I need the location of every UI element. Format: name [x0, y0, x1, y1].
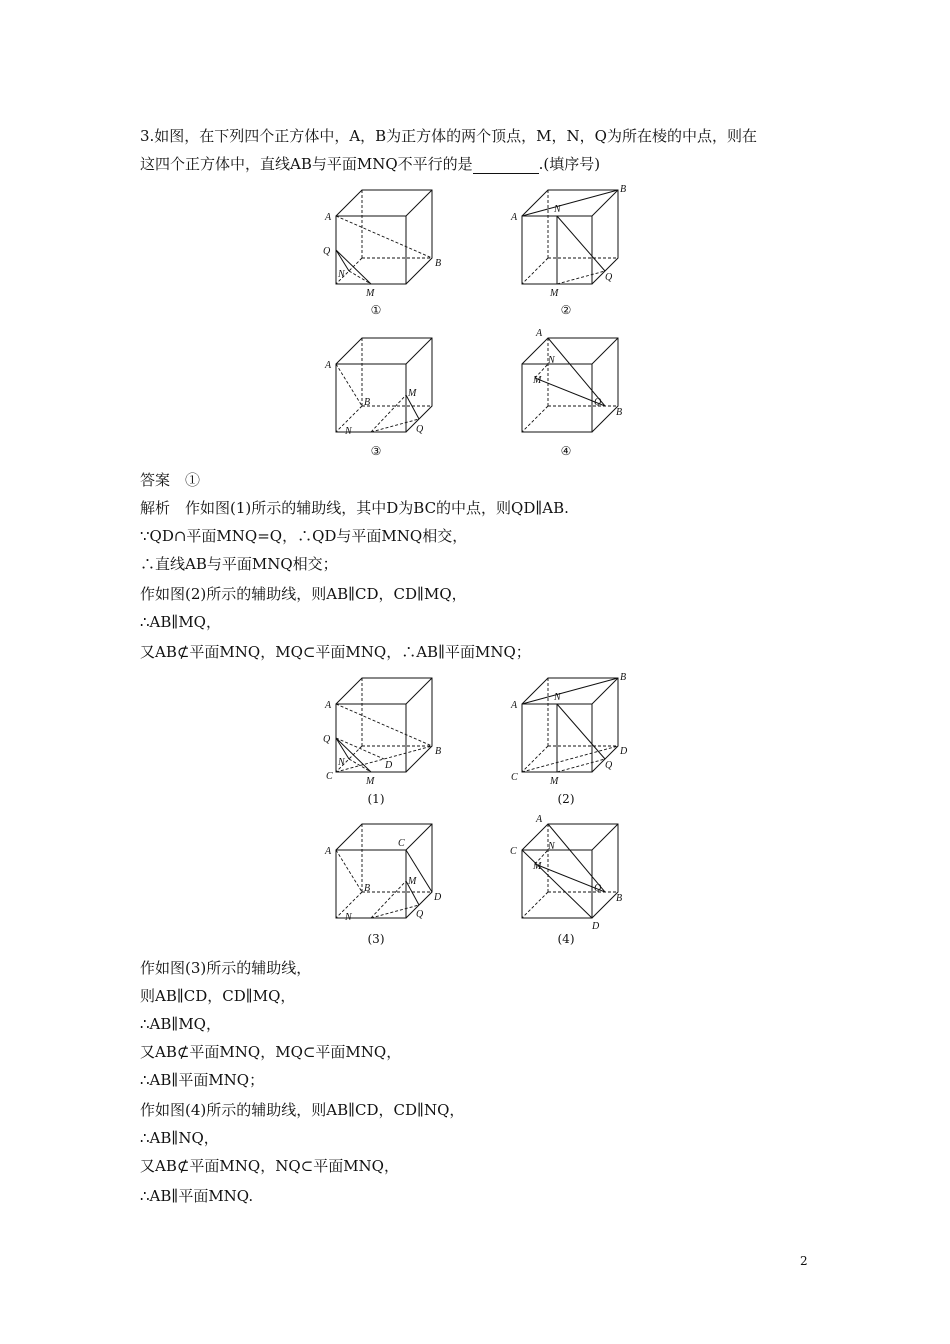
label-a: A	[325, 846, 332, 857]
label-c: C	[326, 771, 333, 782]
label-q: Q	[605, 272, 613, 283]
label-m: M	[408, 388, 417, 399]
label-q: Q	[416, 424, 424, 435]
label-q: Q	[594, 883, 602, 894]
label-n: N	[548, 355, 555, 366]
label-n: N	[338, 269, 345, 280]
label-n: N	[345, 912, 352, 923]
label-c: C	[511, 772, 518, 783]
label-a: A	[325, 360, 332, 371]
label-b: B	[620, 184, 627, 195]
figure-2-caption: ②	[560, 303, 572, 317]
label-b: B	[364, 883, 371, 894]
analysis-line: ∴直线AB与平面MNQ相交；	[140, 555, 338, 573]
figure-b2-caption: (2)	[557, 792, 575, 806]
label-m: M	[366, 288, 375, 299]
figure-b1	[310, 668, 450, 793]
label-c: C	[510, 846, 517, 857]
analysis-line: 解析 作如图(1)所示的辅助线，其中D为BC的中点，则QD∥AB.	[140, 499, 569, 517]
label-n: N	[345, 426, 352, 437]
analysis-line: 又AB⊄平面MNQ，MQ⊂平面MNQ，	[140, 1043, 402, 1061]
label-q: Q	[594, 397, 602, 408]
label-q: Q	[323, 246, 331, 257]
label-n: N	[548, 841, 555, 852]
figure-b4	[508, 810, 648, 935]
question-suffix: .(填序号)	[538, 155, 601, 173]
label-n: N	[338, 757, 345, 768]
label-q: Q	[605, 760, 613, 771]
label-b: B	[616, 893, 623, 904]
figure-b3-caption: (3)	[367, 932, 385, 946]
label-m: M	[366, 776, 375, 787]
figure-3	[310, 322, 450, 447]
analysis-line: ∴AB∥平面MNQ；	[140, 1071, 265, 1089]
label-b: B	[364, 397, 371, 408]
label-m: M	[533, 861, 542, 872]
question-line-2	[140, 154, 600, 174]
answer-value: ①	[185, 471, 201, 489]
label-a: A	[536, 328, 543, 339]
analysis-line: 作如图(2)所示的辅助线，则AB∥CD，CD∥MQ，	[140, 585, 467, 603]
label-d: D	[592, 921, 600, 932]
analysis-line: 作如图(3)所示的辅助线，	[140, 959, 312, 977]
label-a: A	[536, 814, 543, 825]
label-c: C	[398, 838, 405, 849]
question-text: 这四个正方体中，直线AB与平面MNQ不平行的是	[140, 155, 473, 173]
label-m: M	[550, 288, 559, 299]
label-d: D	[385, 760, 393, 771]
answer-blank	[473, 158, 539, 174]
label-b: B	[435, 258, 442, 269]
label-a: A	[511, 212, 518, 223]
figure-b2	[508, 668, 648, 793]
label-n: N	[554, 204, 561, 215]
figure-b1-caption: (1)	[367, 792, 385, 806]
label-m: M	[533, 375, 542, 386]
label-q: Q	[416, 909, 424, 920]
label-b: B	[616, 407, 623, 418]
figure-4	[508, 322, 648, 447]
label-b: B	[435, 746, 442, 757]
figure-b3	[310, 812, 450, 937]
analysis-line: ∵QD∩平面MNQ=Q，∴QD与平面MNQ相交，	[140, 527, 468, 545]
analysis-line: 则AB∥CD，CD∥MQ，	[140, 987, 296, 1005]
label-a: A	[511, 700, 518, 711]
figure-4-caption: ④	[560, 444, 572, 458]
figure-1	[310, 180, 450, 305]
label-m: M	[550, 776, 559, 787]
label-d: D	[434, 892, 442, 903]
label-b: B	[620, 672, 627, 683]
analysis-line: 又AB⊄平面MNQ，MQ⊂平面MNQ，∴AB∥平面MNQ；	[140, 643, 531, 661]
figure-2	[508, 180, 648, 305]
answer-label: 答案	[140, 471, 171, 489]
label-a: A	[325, 212, 332, 223]
question-line-1: 3.如图，在下列四个正方体中，A，B为正方体的两个顶点，M，N，Q为所在棱的中点，则在	[140, 127, 757, 145]
page-number: 2	[800, 1254, 808, 1268]
label-d: D	[620, 746, 628, 757]
label-m: M	[408, 876, 417, 887]
label-a: A	[325, 700, 332, 711]
figure-1-caption: ①	[370, 303, 382, 317]
figure-b4-caption: (4)	[557, 932, 575, 946]
answer-line	[140, 470, 200, 490]
analysis-line: 作如图(4)所示的辅助线，则AB∥CD，CD∥NQ，	[140, 1101, 465, 1119]
analysis-line: ∴AB∥NQ，	[140, 1129, 219, 1147]
analysis-line: ∴AB∥平面MNQ.	[140, 1187, 254, 1205]
analysis-line: ∴AB∥MQ，	[140, 613, 221, 631]
analysis-line: 又AB⊄平面MNQ，NQ⊂平面MNQ，	[140, 1157, 399, 1175]
label-n: N	[554, 692, 561, 703]
label-q: Q	[323, 734, 331, 745]
analysis-line: ∴AB∥MQ，	[140, 1015, 221, 1033]
figure-3-caption: ③	[370, 444, 382, 458]
